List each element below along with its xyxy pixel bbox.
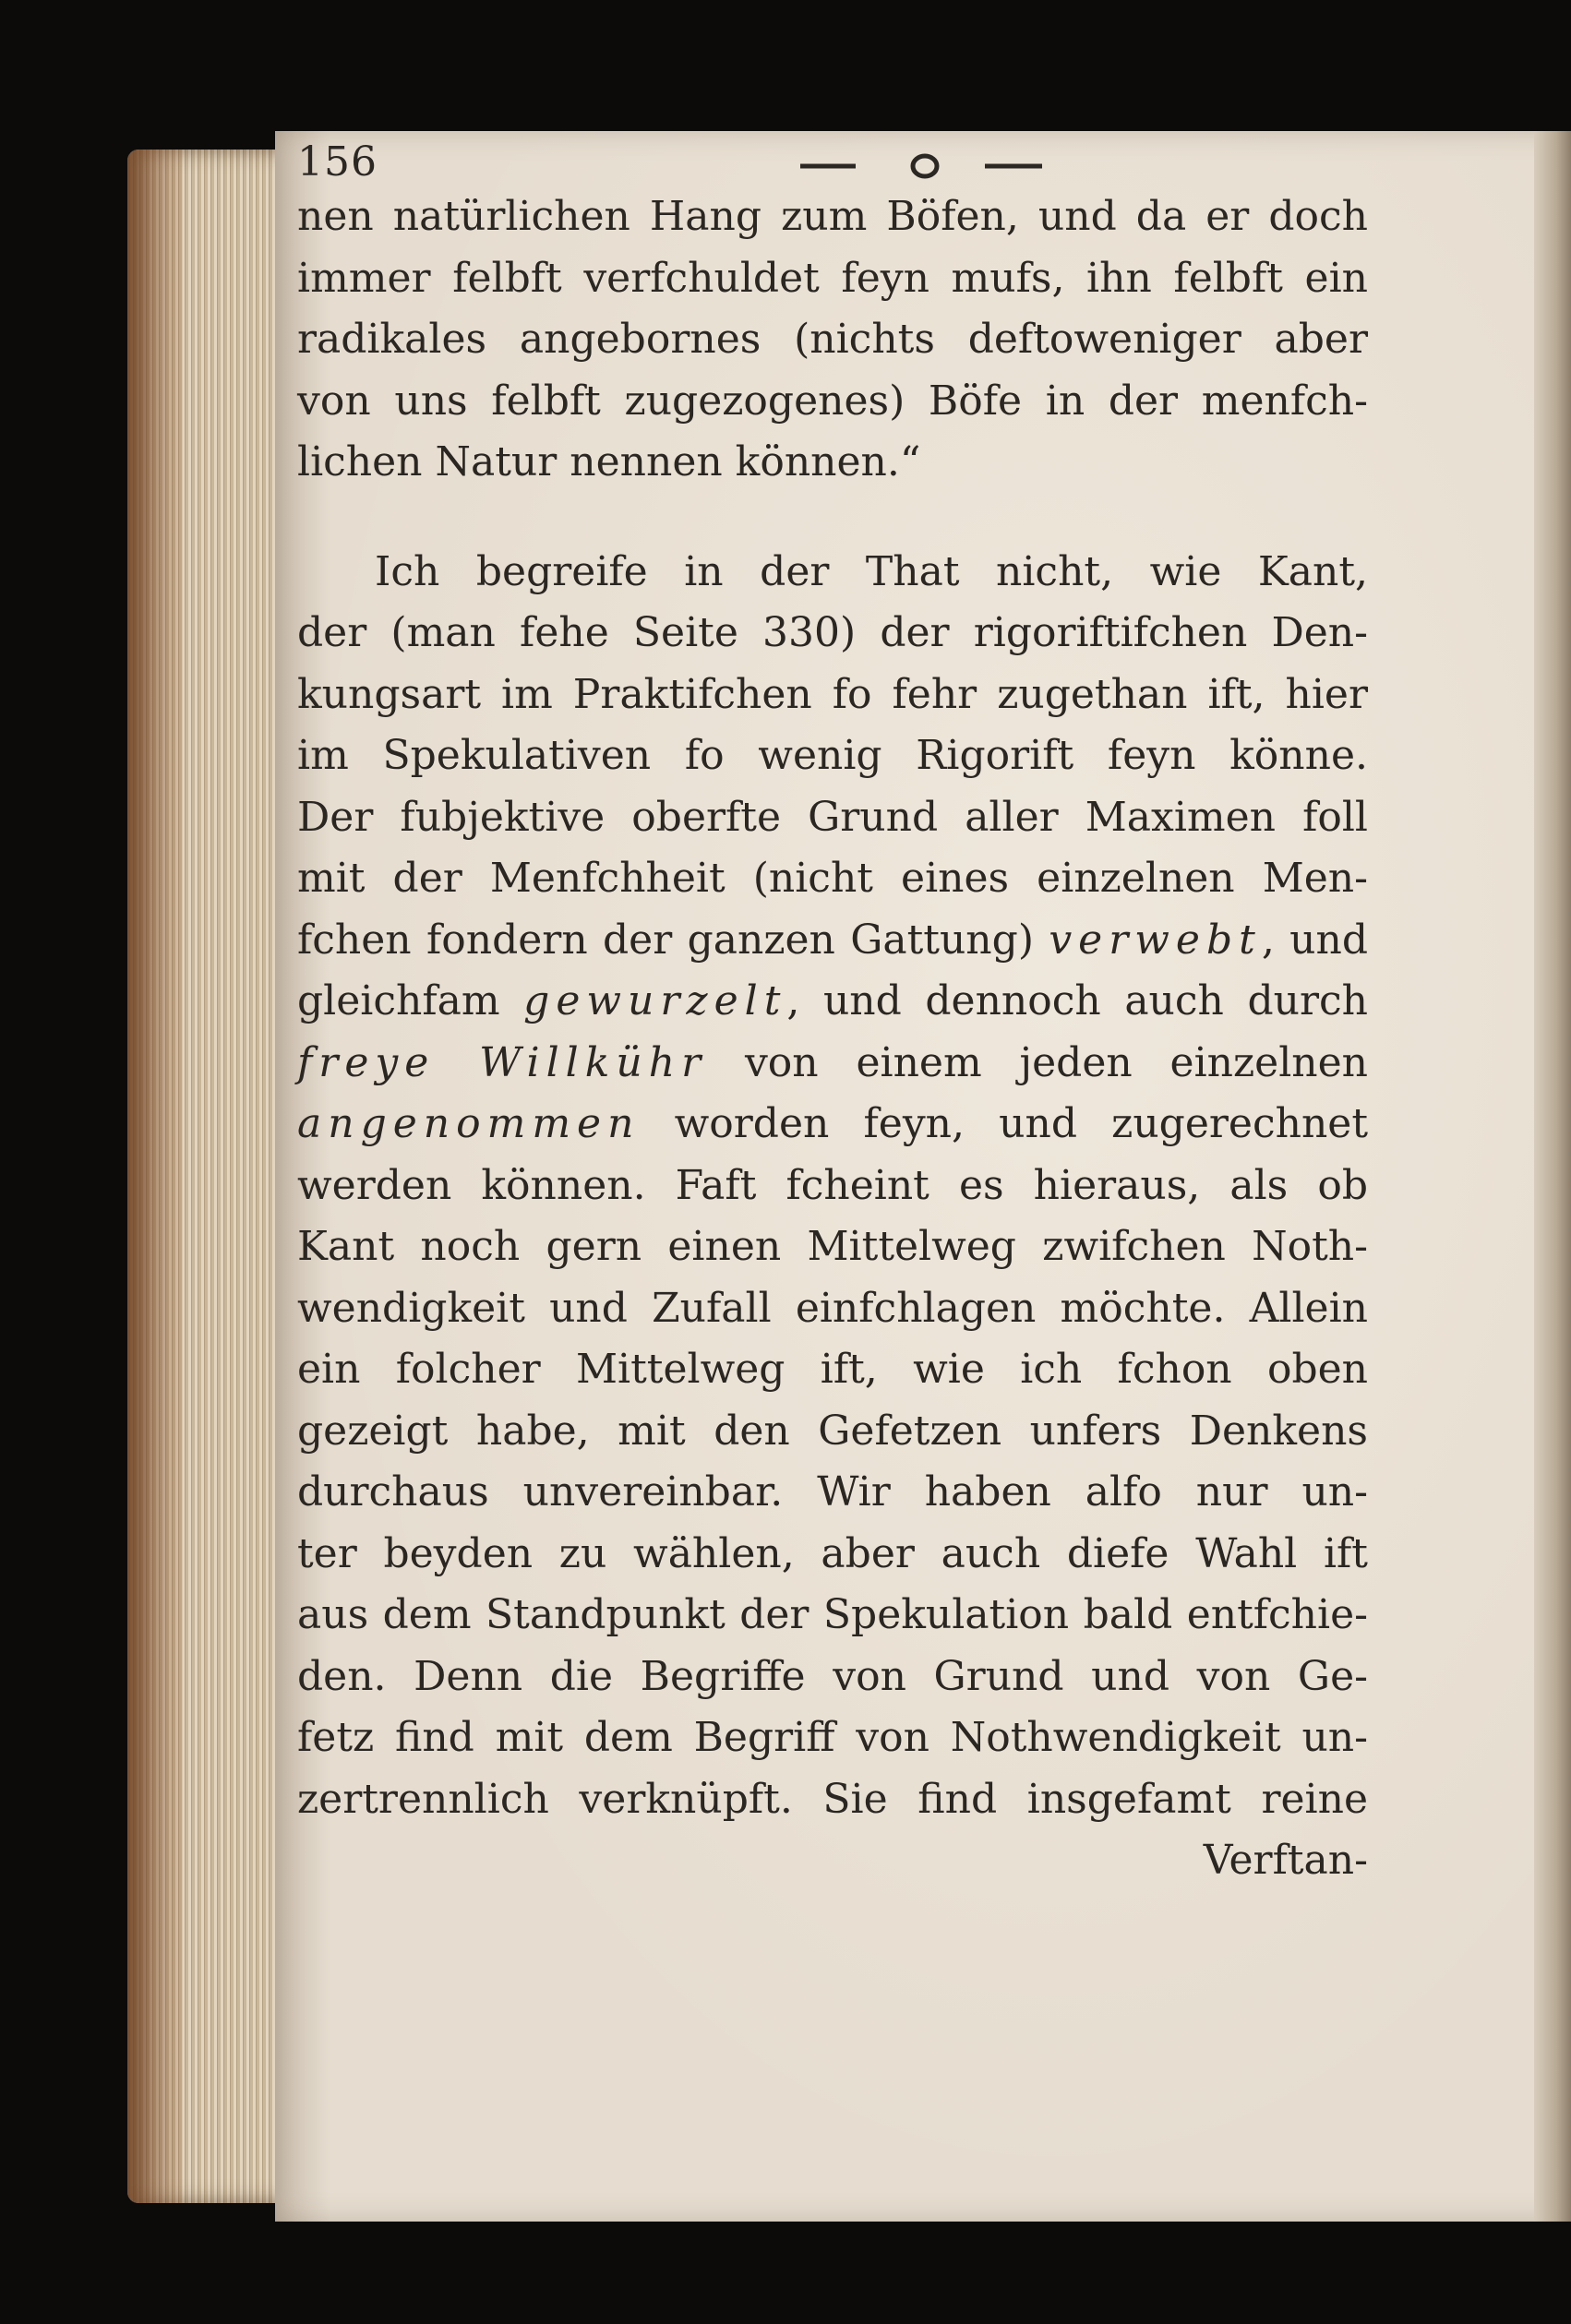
text-line: nen natürlichen Hang zum Böfen, und da er doch [297,193,1368,240]
text-run: gleichfam [297,977,500,1024]
text-line: wendigkeit und Zufall einfchlagen möchte. Allein [297,1284,1368,1332]
text-line: aus dem Standpunkt der Spekulation bald entfchie- [297,1591,1368,1638]
emphasized-text: freye Willkühr [297,1038,708,1086]
text-line: immer felbft verfchuldet feyn mufs, ihn felbft ein [297,254,1368,302]
text-line [297,1094,1368,1156]
text-run: von einem jeden einzelnen [707,1038,1368,1086]
emphasized-text: angenommen [297,1100,641,1147]
text-line: der (man fehe Seite 330) der rigoriftifchen Den- [297,609,1368,656]
text-line: Ich begreife in der That nicht, wie Kant, [375,547,1368,595]
text-line: zertrennlich verknüpft. Sie find insgefamt reine [297,1775,1368,1823]
book-gutter [1534,131,1571,2222]
text-line: lichen Natur nennen können.“ [297,438,921,485]
text-line: durchaus unvereinbar. Wir haben alfo nur un- [297,1468,1368,1515]
text-line: ein folcher Mittelweg ift, wie ich fchon oben [297,1346,1368,1393]
text-line: von uns felbft zugezogenes) Böfe in der menfch- [297,377,1368,425]
text-line: ter beyden zu wählen, aber auch diefe Wahl ift [297,1529,1368,1577]
text-line: den. Denn die Begriffe von Grund und von Ge- [297,1652,1368,1700]
text-run: , und [1261,916,1368,964]
text-line: gezeigt habe, mit den Gefetzen unfers Denkens [297,1407,1368,1455]
text-line [297,971,1368,1033]
emphasized-text: gewurzelt [523,977,787,1024]
body-text [297,186,1368,1892]
text-run: worden feyn, und zugerechnet [640,1100,1368,1147]
page-number: 156 [297,138,378,186]
text-line: kungsart im Praktifchen fo fehr zugethan ift, hier [297,670,1368,718]
text-line: Kant noch gern einen Mittelweg zwifchen Noth- [297,1223,1368,1270]
text-line: Der fubjektive oberfte Grund aller Maximen foll [297,793,1368,841]
catchword: Verftan- [1203,1837,1368,1884]
page-edges [127,150,284,2203]
header-ornament [800,148,1059,185]
text-line [297,1033,1368,1095]
paragraph-gap [297,494,1368,542]
text-line: werden können. Faft fcheint es hieraus, als ob [297,1161,1368,1209]
text-line: im Spekulativen fo wenig Rigorift feyn könne. [297,732,1368,779]
text-line: mit der Menfchheit (nicht eines einzelnen Men- [297,855,1368,902]
text-run: fchen fondern der ganzen Gattung) [297,916,1034,964]
text-line: fetz find mit dem Begriff von Nothwendigkeit un- [297,1714,1368,1761]
text-line: radikales angebornes (nichts deftoweniger aber [297,316,1368,363]
emphasized-text: verwebt [1049,916,1262,964]
text-line [297,910,1368,972]
text-run: , und dennoch auch durch [786,977,1368,1024]
